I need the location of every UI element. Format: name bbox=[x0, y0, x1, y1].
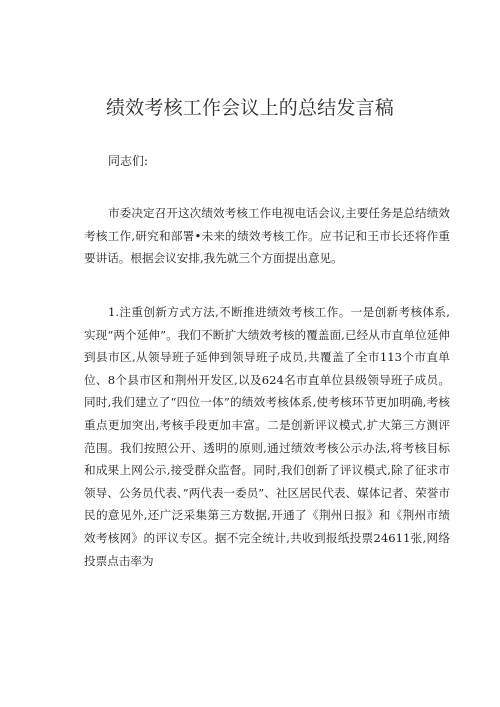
paragraph-intro: 市委决定召开这次绩效考核工作电视电话会议,主要任务是总结绩效考核工作,研究和部署•未来的绩效考核工作。应书记和王市长还将作重要讲话。根据会议安排,我先就三个方面提出意见。 bbox=[84, 206, 450, 266]
document-title: 绩效考核工作会议上的总结发言稿 bbox=[105, 97, 394, 119]
paragraph-innovation: 1.注重创新方式方法,不断推进绩效考核工作。一是创新考核体系,实现“两个延伸”。我们不断扩大绩效考核的覆盖面,已经从市直单位延伸到县市区,从领导班子延伸到领导班子成员,共覆盖了全市113个市直单位、8个县市区和荆州开发区,以及624名市直单位县级领导班子成员。同时,我们建立了“四位一体”的绩效考核体系,使考核环节更加明确,考核重点更加突出,考核手段更加丰富。二是创新评议模式,扩大第三方测评范围。我们按照公开、透明的原则,通过绩效考核公示办法,将考核目标和成果上网公示,接受群众监督。同时,我们创新了评议模式,除了征求市领导、公务员代表、”两代表一委员”、社区居民代表、媒体记者、荣誉市民的意见外,还广泛采集第三方数据,开通了《荆州日报》和《荆州市绩效考核网》的评议专区。据不完全统计,共收到报纸投票24611张,网络投票点击率为 bbox=[84, 305, 450, 568]
salutation: 同志们: bbox=[108, 154, 149, 168]
